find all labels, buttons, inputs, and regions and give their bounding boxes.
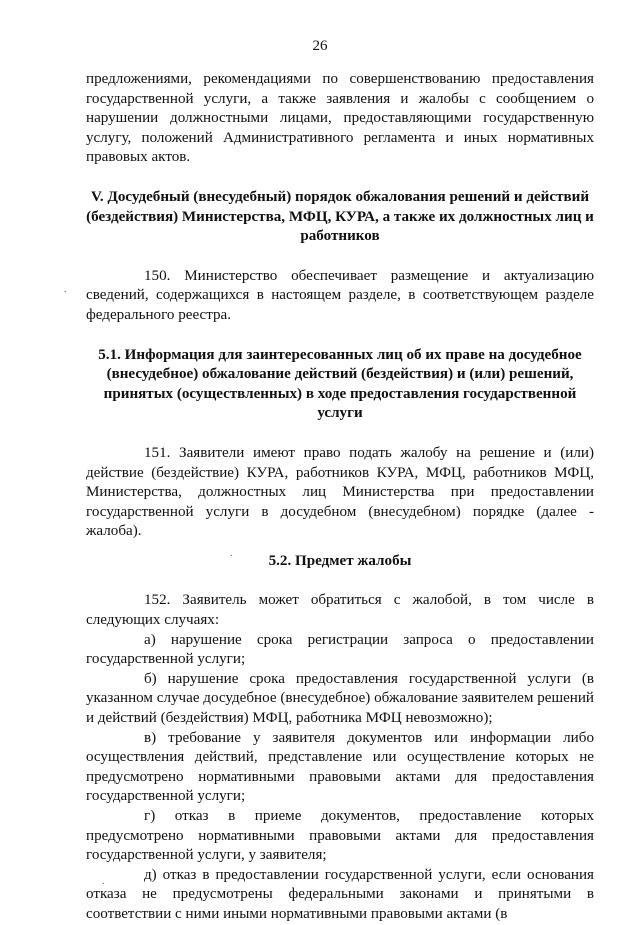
paragraph-151: 151. Заявители имеют право подать жалобу на решение и (или) действие (бездействие) КУРА, работников КУРА, МФЦ, работников МФЦ, Министерства, должностных лиц Министерства при предоставлении государственной услуги в досудебном (внесудебном) порядке (далее - жалоба).	[86, 444, 594, 540]
section-5-2-heading: 5.2. Предмет жалобы	[268, 552, 412, 569]
document-body	[86, 70, 594, 925]
list-item-a: а) нарушение срока регистрации запроса о предоставлении государственной услуги;	[86, 631, 594, 668]
scan-mark: .	[64, 284, 67, 295]
scan-mark: .	[102, 876, 105, 887]
page-number: 26	[312, 38, 328, 54]
list-item-g: г) отказ в приеме документов, предоставление которых предусмотрено нормативными правовыми актами для предоставления государственной услуги, у заявителя;	[86, 808, 594, 864]
paragraph-152: 152. Заявитель может обратиться с жалобой, в том числе в следующих случаях:	[86, 592, 594, 629]
paragraph-150: 150. Министерство обеспечивает размещение и актуализацию сведений, содержащихся в настоящем разделе, в соответствующем разделе федерального реестра.	[86, 267, 594, 323]
intro-paragraph: предложениями, рекомендациями по совершенствованию предоставления государственной услуги, а также заявления и жалобы с сообщением о нарушении должностными лицами, предоставляющими государственную услугу, положений Административного регламента и иных нормативных правовых актов.	[86, 71, 594, 166]
list-item-d: д) отказ в предоставлении государственной услуги, если основания отказа не предусмотрены федеральными законами и принятыми в соответствии с ними иными нормативными правовыми актами (в	[86, 866, 594, 922]
list-item-b: б) нарушение срока предоставления государственной услуги (в указанном случае досудебное (внесудебное) обжалование заявителем решений и действий (бездействия) МФЦ, работника МФЦ невозможно);	[86, 670, 595, 727]
scan-mark: .	[230, 548, 233, 559]
section-v-heading: V. Досудебный (внесудебный) порядок обжалования решений и действий (бездействия) Министерства, МФЦ, КУРА, а также их должностных лиц и работников	[86, 188, 594, 245]
section-5-1-heading: 5.1. Информация для заинтересованных лиц об их праве на досудебное (внесудебное) обжалование действий (бездействия) и (или) решений, принятых (осуществленных) в ходе предоставления государственной услуги	[98, 346, 582, 422]
list-item-v: в) требование у заявителя документов или информации либо осуществления действий, представление или осуществление которых не предусмотрено нормативными правовыми актами для предоставления государственной услуги;	[86, 729, 594, 805]
